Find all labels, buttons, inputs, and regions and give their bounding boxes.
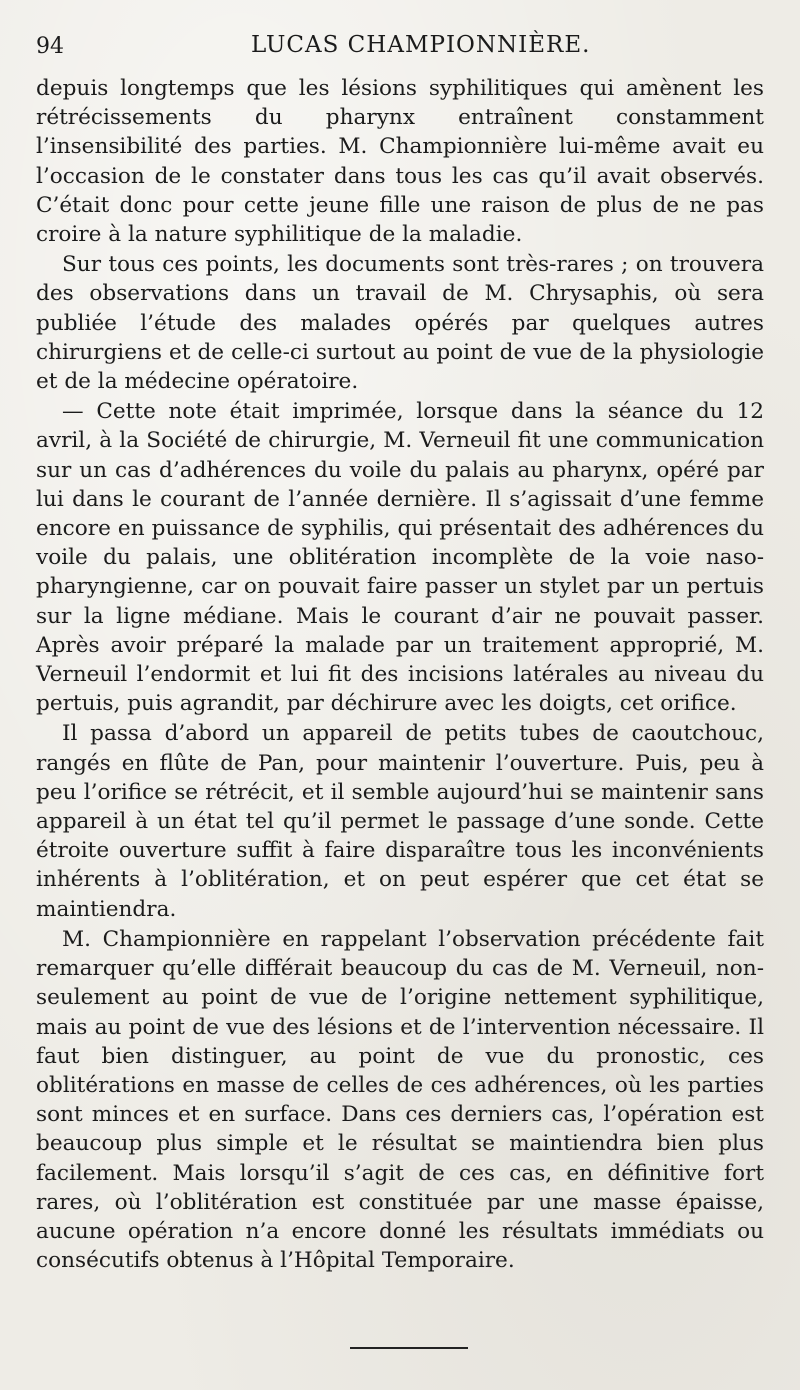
paragraph: — Cette note était imprimée, lorsque dans la séance du 12 avril, à la Société de chirurgie, M. Verneuil fit une communication sur un cas d’adhérences du voile du palais au pharynx, opéré par lui dans le courant de l’année dernière. Il s’agissait d’une femme encore en puissance de syphilis, qui présentait des adhérences du voile du palais, une oblitération incomplète de la voie naso-pharyngienne, car on pouvait faire passer un stylet par un pertuis sur la ligne médiane. Mais le courant d’air ne pouvait passer. Après avoir préparé la malade par un traitement approprié, M. Verneuil l’endormit et lui fit des incisions latérales au niveau du pertuis, puis agrandit, par déchirure avec les doigts, cet orifice.	[36, 399, 764, 717]
page-number: 94	[36, 34, 64, 59]
body-text	[36, 74, 764, 1276]
running-title: LUCAS CHAMPIONNIÈRE.	[251, 32, 591, 58]
paragraph: M. Championnière en rappelant l’observation précédente fait remarquer qu’elle différait beaucoup du cas de M. Verneuil, non-seulement au point de vue de l’origine nettement syphilitique, mais au point de vue des lésions et de l’intervention nécessaire. Il faut bien distinguer, au point de vue du pronostic, ces oblitérations en masse de celles de ces adhérences, où les parties sont minces et en surface. Dans ces derniers cas, l’opération est beaucoup plus simple et le résultat se maintiendra bien plus facilement. Mais lorsqu’il s’agit de ces cas, en définitive fort rares, où l’oblitération est constituée par une masse épaisse, aucune opération n’a encore donné les résultats immédiats ou consécutifs obtenus à l’Hôpital Temporaire.	[36, 926, 764, 1274]
paragraph: Il passa d’abord un appareil de petits tubes de caoutchouc, rangés en flûte de Pan, pour maintenir l’ouverture. Puis, peu à peu l’orifice se rétrécit, et il semble aujourd’hui se maintenir sans appareil à un état tel qu’il permet le passage d’une sonde. Cette étroite ouverture suffit à faire disparaître tous les inconvénients inhérents à l’oblitération, et on peut espérer que cet état se maintiendra.	[36, 721, 764, 922]
page-header	[36, 30, 764, 64]
paragraph: Sur tous ces points, les documents sont très-rares ; on trouvera des observations dans un travail de M. Chrysaphis, où sera publiée l’étude des malades opérés par quelques autres chirurgiens et de celle-ci surtout au point de vue de la physiologie et de la médecine opératoire.	[36, 252, 764, 395]
end-rule	[350, 1347, 468, 1349]
paragraph: depuis longtemps que les lésions syphilitiques qui amènent les rétrécissements du pharynx entraînent constamment l’insensibilité des parties. M. Championnière lui-même avait eu l’occasion de le constater dans tous les cas qu’il avait observés. C’était donc pour cette jeune fille une raison de plus de ne pas croire à la nature syphilitique de la maladie.	[36, 76, 764, 248]
